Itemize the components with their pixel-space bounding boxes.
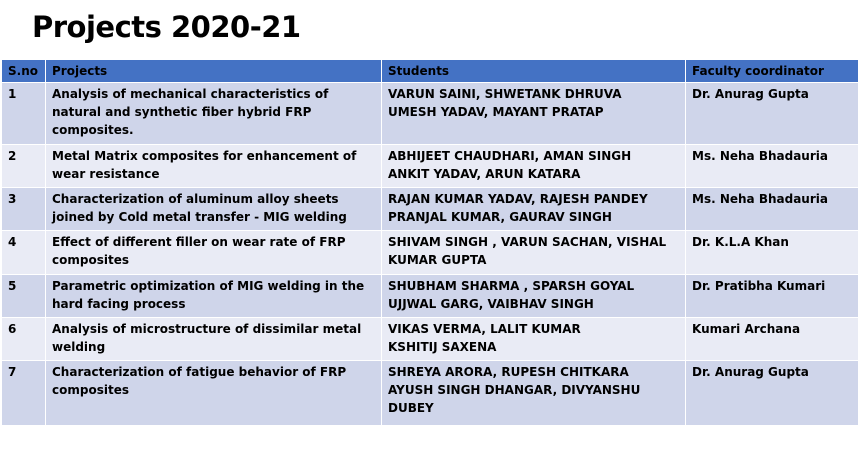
table-row	[2, 188, 859, 231]
project-line: natural and synthetic fiber hybrid FRP	[52, 105, 312, 119]
students-line: ANKIT YADAV, ARUN KATARA	[388, 167, 581, 181]
students-line: PRANJAL KUMAR, GAURAV SINGH	[388, 210, 612, 224]
cell-students	[382, 188, 686, 231]
cell-project	[46, 188, 382, 231]
table-row	[2, 83, 859, 145]
project-line: composites.	[52, 123, 134, 137]
cell-students	[382, 145, 686, 188]
table-row	[2, 361, 859, 426]
project-line: Characterization of aluminum alloy sheets	[52, 192, 339, 206]
students-line: RAJAN KUMAR YADAV, RAJESH PANDEY	[388, 192, 648, 206]
cell-coordinator: Dr. Anurag Gupta	[686, 361, 859, 426]
cell-coordinator: Dr. Pratibha Kumari	[686, 275, 859, 318]
cell-students	[382, 275, 686, 318]
header-students: Students	[382, 60, 686, 83]
cell-coordinator: Kumari Archana	[686, 318, 859, 361]
project-line: Analysis of mechanical characteristics of	[52, 87, 329, 101]
project-line: hard facing process	[52, 297, 186, 311]
students-line: SHIVAM SINGH , VARUN SACHAN, VISHAL	[388, 235, 667, 249]
students-line: DUBEY	[388, 401, 434, 415]
cell-coordinator: Dr. K.L.A Khan	[686, 231, 859, 275]
project-line: wear resistance	[52, 167, 160, 181]
cell-coordinator: Ms. Neha Bhadauria	[686, 145, 859, 188]
cell-sno: 6	[2, 318, 46, 361]
project-line: composites	[52, 253, 129, 267]
project-line: Characterization of fatigue behavior of FRP	[52, 365, 347, 379]
page-title: Projects 2020-21	[32, 10, 301, 44]
projects-table	[1, 59, 859, 426]
table-row	[2, 145, 859, 188]
students-line: UJJWAL GARG, VAIBHAV SINGH	[388, 297, 594, 311]
header-sno: S.no	[2, 60, 46, 83]
cell-students	[382, 318, 686, 361]
table-row	[2, 318, 859, 361]
table-row	[2, 231, 859, 275]
project-line: composites	[52, 383, 129, 397]
students-line: SHREYA ARORA, RUPESH CHITKARA	[388, 365, 629, 379]
cell-sno: 3	[2, 188, 46, 231]
cell-sno: 2	[2, 145, 46, 188]
cell-project	[46, 318, 382, 361]
project-line: welding	[52, 340, 106, 354]
table-row	[2, 275, 859, 318]
students-line: VIKAS VERMA, LALIT KUMAR	[388, 322, 581, 336]
students-line: AYUSH SINGH DHANGAR, DIVYANSHU	[388, 383, 641, 397]
students-line: ABHIJEET CHAUDHARI, AMAN SINGH	[388, 149, 632, 163]
project-line: Metal Matrix composites for enhancement of	[52, 149, 357, 163]
table-header-row	[2, 60, 859, 83]
cell-sno: 5	[2, 275, 46, 318]
cell-project	[46, 275, 382, 318]
header-faculty-coordinator: Faculty coordinator	[686, 60, 859, 83]
cell-sno: 1	[2, 83, 46, 145]
cell-sno: 4	[2, 231, 46, 275]
students-line: VARUN SAINI, SHWETANK DHRUVA	[388, 87, 622, 101]
cell-project	[46, 231, 382, 275]
project-line: joined by Cold metal transfer - MIG welding	[52, 210, 347, 224]
cell-students	[382, 231, 686, 275]
header-projects: Projects	[46, 60, 382, 83]
cell-project	[46, 361, 382, 426]
cell-sno: 7	[2, 361, 46, 426]
project-line: Effect of different filler on wear rate of FRP	[52, 235, 346, 249]
students-line: SHUBHAM SHARMA , SPARSH GOYAL	[388, 279, 635, 293]
cell-coordinator: Ms. Neha Bhadauria	[686, 188, 859, 231]
students-line: UMESH YADAV, MAYANT PRATAP	[388, 105, 604, 119]
cell-project	[46, 83, 382, 145]
cell-students	[382, 83, 686, 145]
project-line: Parametric optimization of MIG welding in the	[52, 279, 365, 293]
cell-project	[46, 145, 382, 188]
students-line: KSHITIJ SAXENA	[388, 340, 497, 354]
cell-coordinator: Dr. Anurag Gupta	[686, 83, 859, 145]
cell-students	[382, 361, 686, 426]
students-line: KUMAR GUPTA	[388, 253, 487, 267]
project-line: Analysis of microstructure of dissimilar metal	[52, 322, 362, 336]
